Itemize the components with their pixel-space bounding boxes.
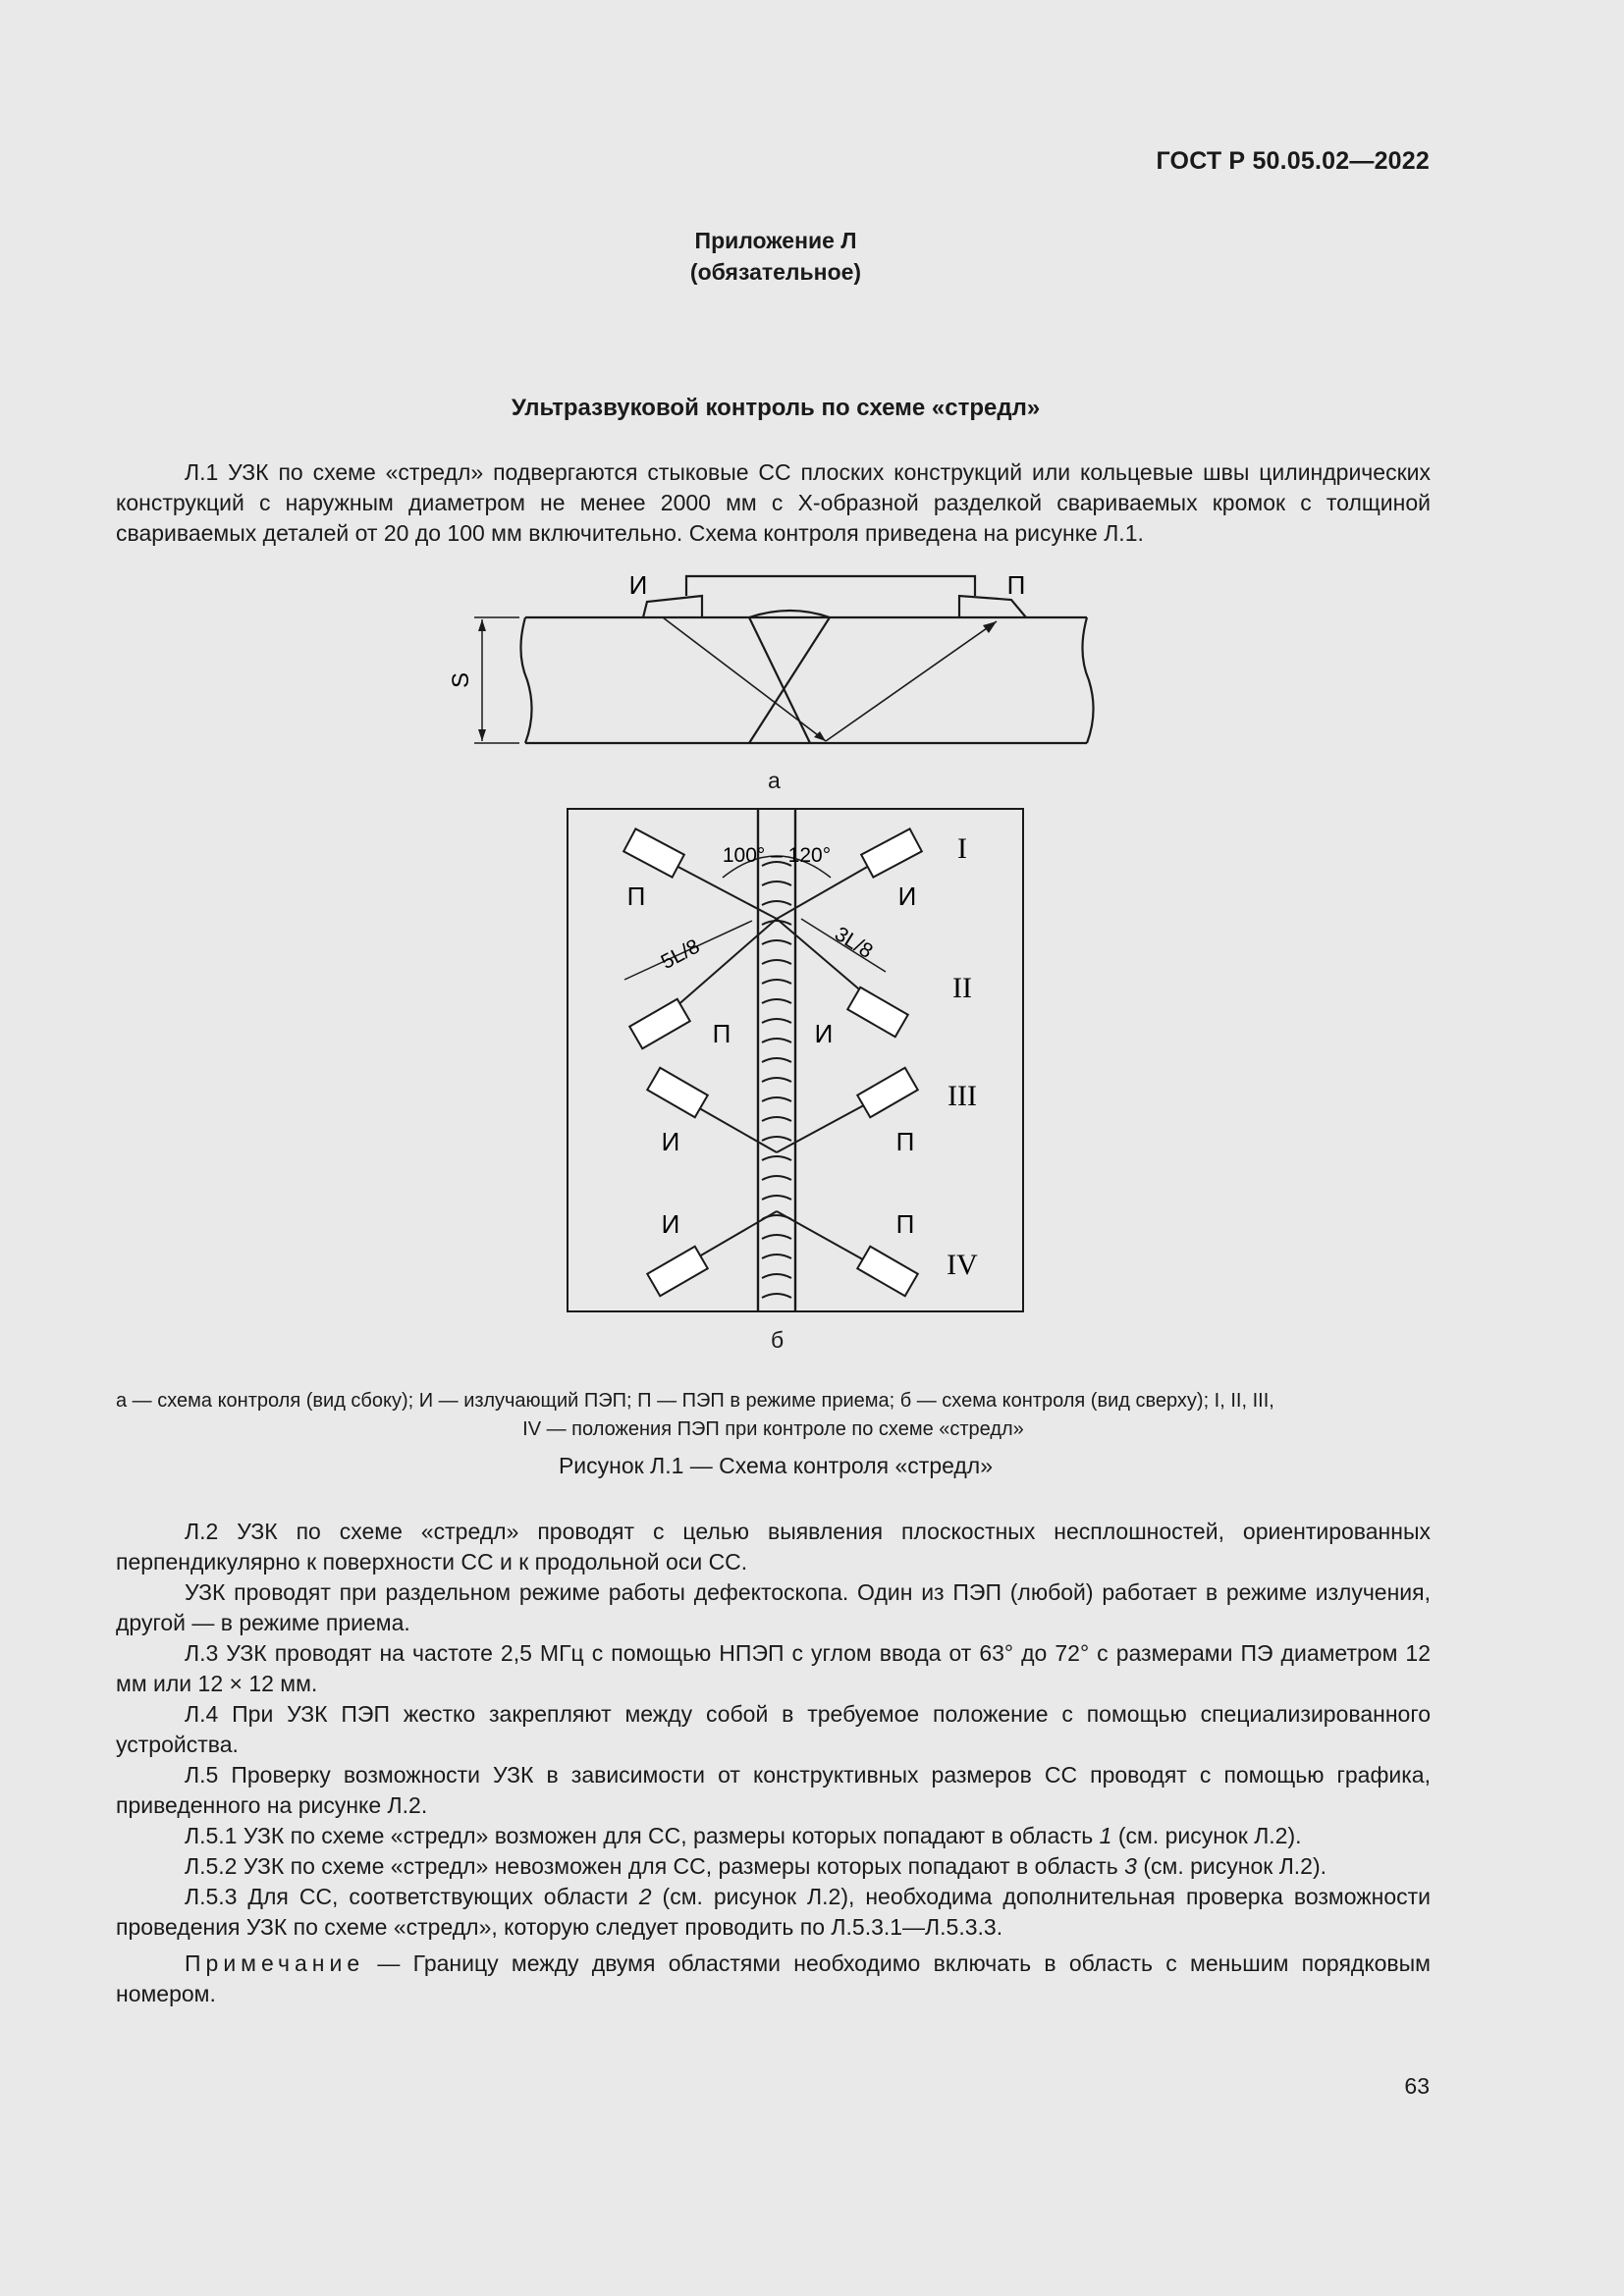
arrow-head bbox=[478, 729, 486, 741]
pos3-right-label: П bbox=[895, 1127, 915, 1156]
body-paragraphs bbox=[116, 1517, 1431, 1943]
pos3-left-label: И bbox=[661, 1127, 680, 1156]
weld-groove-line bbox=[749, 617, 830, 743]
position-label-2: II bbox=[952, 972, 972, 1004]
annex-title: Приложение Л bbox=[694, 228, 857, 253]
section-title: Ультразвуковой контроль по схеме «стредл» bbox=[511, 395, 1041, 421]
dim-5l8: 5L/8 bbox=[657, 934, 704, 975]
position-4-probes bbox=[647, 1211, 917, 1296]
plate-right-break bbox=[1082, 617, 1093, 743]
pos1-left-label: П bbox=[626, 881, 646, 911]
figure-top-view bbox=[566, 807, 1027, 1313]
arrow-head bbox=[983, 621, 997, 633]
label-receiver: П bbox=[1006, 570, 1026, 600]
note bbox=[116, 1949, 1431, 2009]
page-number: 63 bbox=[1404, 2073, 1430, 2099]
plate-left-break bbox=[520, 617, 531, 743]
position-3-probes bbox=[647, 1068, 917, 1152]
paragraph-l2: Л.2 УЗК по схеме «стредл» проводят с целью выявления плоскостных несплошностей, ориентированных перпендикулярно к поверхности СС и к продольной оси СС. bbox=[116, 1519, 1431, 1575]
sublabel-a: а bbox=[768, 768, 781, 793]
pos1-right-label: И bbox=[897, 881, 917, 911]
annex-status: (обязательное) bbox=[689, 259, 862, 285]
paragraph-l3: Л.3 УЗК проводят на частоте 2,5 МГц с помощью НПЭП с углом ввода от 63° до 72° с размерами ПЭ диаметром 12 мм или 12 × 12 мм. bbox=[116, 1640, 1431, 1696]
weld-groove-line bbox=[749, 617, 810, 743]
label-thickness: S bbox=[448, 671, 474, 689]
beam-path bbox=[826, 621, 997, 741]
paragraph-l1: Л.1 УЗК по схеме «стредл» подвергаются стыковые СС плоских конструкций или кольцевые швы цилиндрических конструкций с наружным диаметром не менее 2000 мм с Х-образной разделкой свариваемых кромок с толщиной свариваемых деталей от 20 до 100 мм включительно. Схема контроля приведена на рисунке Л.1. bbox=[116, 459, 1431, 546]
arrow-head bbox=[478, 619, 486, 631]
position-label-4: IV bbox=[947, 1249, 978, 1281]
position-label-3: III bbox=[947, 1080, 977, 1112]
intro-paragraph bbox=[116, 457, 1431, 549]
paragraph-mode: УЗК проводят при раздельном режиме работы дефектоскопа. Один из ПЭП (любой) работает в режиме излучения, другой — в режиме приема. bbox=[116, 1579, 1431, 1635]
standard-number: ГОСТ Р 50.05.02—2022 bbox=[1156, 147, 1430, 175]
paragraph-l5-3: Л.5.3 Для СС, соответствующих области 2 (см. рисунок Л.2), необходима дополнительная проверка возможности проведения УЗК по схеме «стредл», которую следует проводить по Л.5.3.1—Л.5.3.3. bbox=[116, 1884, 1432, 1940]
angle-label: 100° – 120° bbox=[722, 844, 832, 867]
paragraph-l5: Л.5 Проверку возможности УЗК в зависимости от конструктивных размеров СС проводят с помощью графика, приведенного на рисунке Л.2. bbox=[116, 1762, 1431, 1818]
figure-title: Рисунок Л.1 — Схема контроля «стредл» bbox=[558, 1453, 994, 1478]
label-emitter: И bbox=[628, 570, 648, 600]
dim-3l8: 3L/8 bbox=[831, 922, 877, 964]
pos4-right-label: П bbox=[895, 1209, 915, 1239]
sublabel-b: б bbox=[771, 1327, 785, 1353]
probe-emitter bbox=[643, 596, 702, 617]
paragraph-l5-2: Л.5.2 УЗК по схеме «стредл» невозможен для СС, размеры которых попадают в область 3 (см. рисунок Л.2). bbox=[185, 1853, 1327, 1879]
figure-side-view bbox=[447, 564, 1114, 800]
note-label: Примечание bbox=[185, 1950, 365, 1976]
paragraph-l5-1: Л.5.1 УЗК по схеме «стредл» возможен для СС, размеры которых попадают в область 1 (см. рисунок Л.2). bbox=[185, 1823, 1302, 1848]
position-1-probes bbox=[623, 828, 922, 919]
pos4-left-label: И bbox=[661, 1209, 680, 1239]
beam-path bbox=[663, 617, 826, 741]
caption-line-1: а — схема контроля (вид сбоку); И — излучающий ПЭП; П — ПЭП в режиме приема; б — схема контроля (вид сверху); I, II, III, bbox=[116, 1390, 1274, 1412]
caption-line-2: IV — положения ПЭП при контроле по схеме «стредл» bbox=[522, 1418, 1024, 1440]
pos2-left-label: П bbox=[712, 1019, 731, 1048]
pos2-right-label: И bbox=[814, 1019, 834, 1048]
figure-caption bbox=[116, 1387, 1431, 1444]
probe-holder-bar bbox=[686, 576, 975, 596]
position-label-1: I bbox=[957, 832, 967, 865]
note-text: — Границу между двумя областями необходимо включать в область с меньшим порядковым номером. bbox=[116, 1950, 1431, 2006]
paragraph-l4: Л.4 При УЗК ПЭП жестко закрепляют между собой в требуемое положение с помощью специализированного устройства. bbox=[116, 1701, 1431, 1757]
